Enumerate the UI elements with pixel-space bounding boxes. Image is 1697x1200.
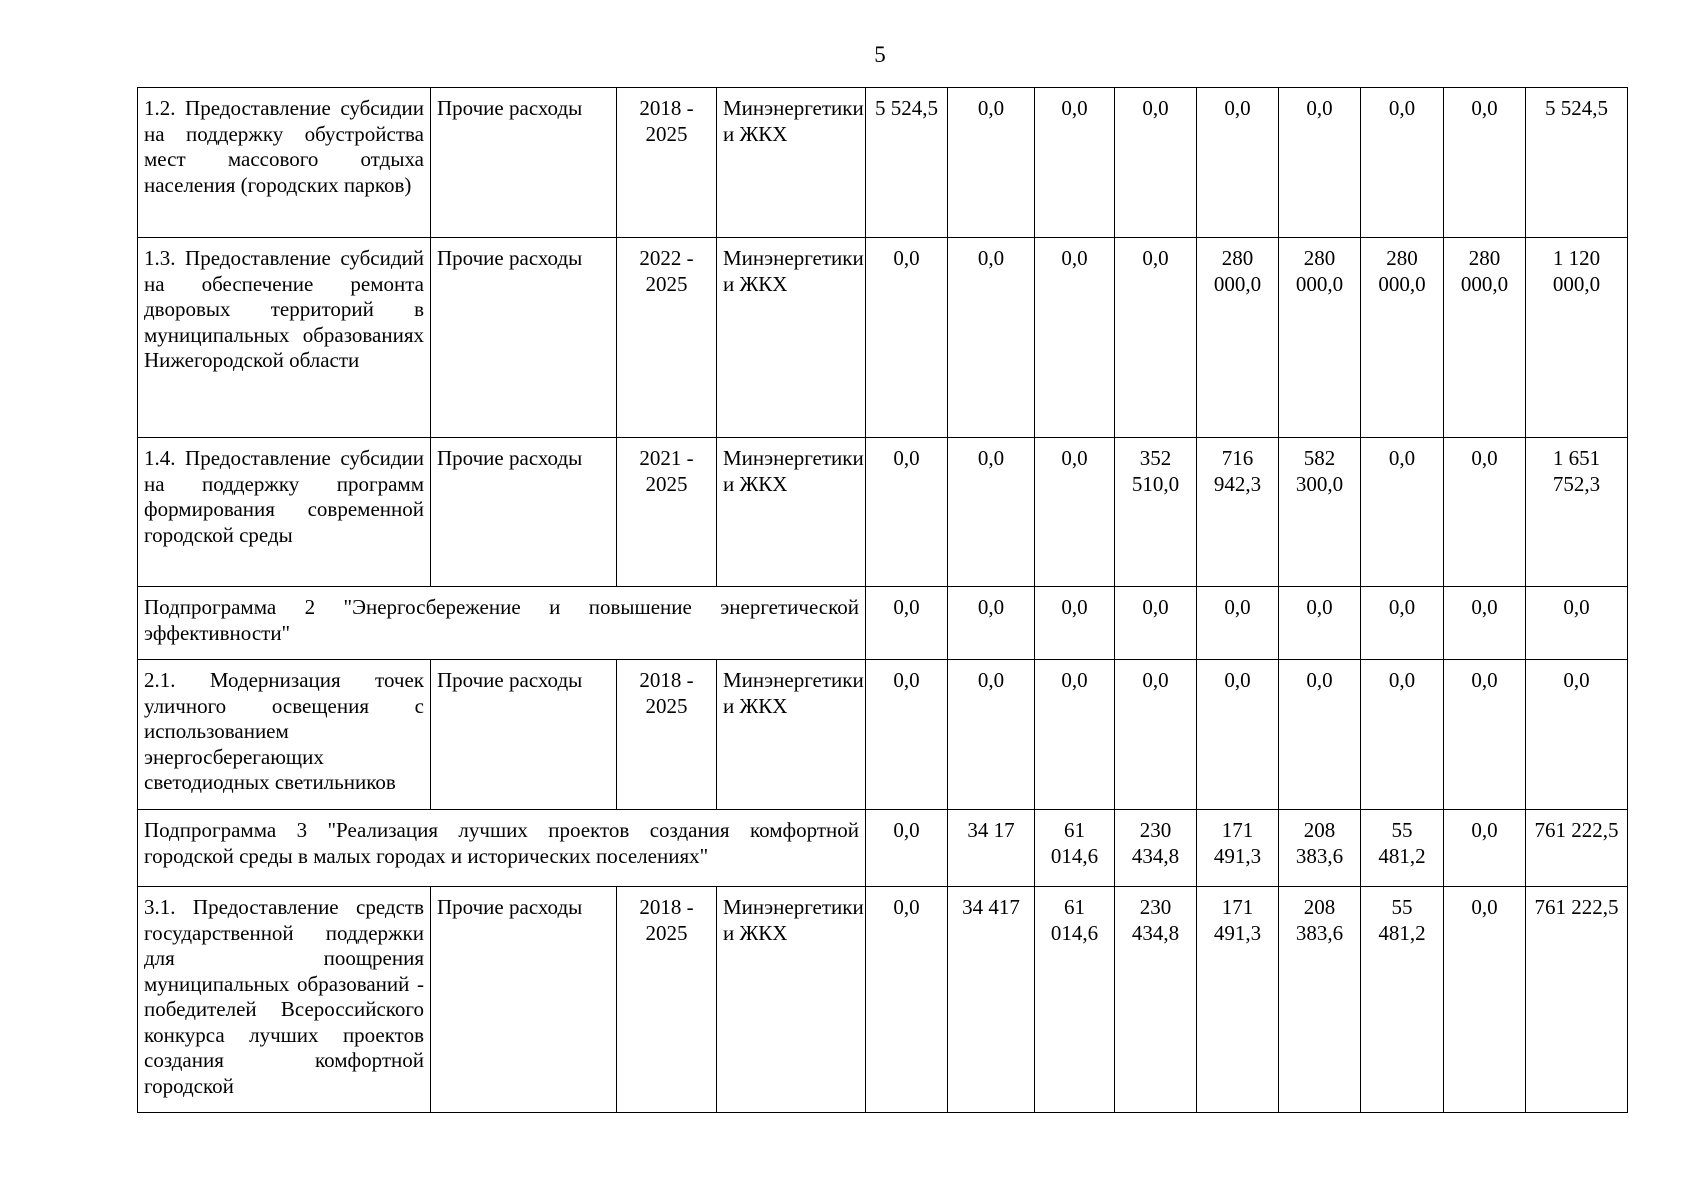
year-value-cell: 0,0 [948,587,1035,660]
year-value-cell: 230 434,8 [1115,810,1197,887]
expense-type-cell: Прочие расходы [431,660,617,810]
year-value-cell: 280 000,0 [1197,238,1279,438]
year-value-cell: 0,0 [1035,438,1115,587]
measure-name-cell: 1.2. Предоставление субсидии на поддержку обустройства мест массового отдыха населения (городских парков) [138,88,431,238]
year-value-cell: 0,0 [866,587,948,660]
year-value-cell: 0,0 [866,238,948,438]
year-value-cell: 34 17 [948,810,1035,887]
year-value-cell: 0,0 [1361,660,1444,810]
year-value-cell: 230 434,8 [1115,887,1197,1113]
year-value-cell: 0,0 [1035,587,1115,660]
year-value-cell: 0,0 [1197,587,1279,660]
total-value-cell: 0,0 [1526,587,1628,660]
measure-name-cell: 2.1. Модернизация точек уличного освещения с использованием энергосберегающих светодиодных светильников [138,660,431,810]
expense-type-cell: Прочие расходы [431,88,617,238]
year-value-cell: 280 000,0 [1279,238,1361,438]
expense-type-cell: Прочие расходы [431,438,617,587]
year-value-cell: 0,0 [1279,587,1361,660]
year-value-cell: 0,0 [948,88,1035,238]
year-value-cell: 280 000,0 [1444,238,1526,438]
year-value-cell: 0,0 [1115,587,1197,660]
period-cell: 2018 - 2025 [617,887,717,1113]
year-value-cell: 0,0 [1035,238,1115,438]
year-value-cell: 0,0 [866,660,948,810]
expense-type-cell: Прочие расходы [431,238,617,438]
year-value-cell: 0,0 [1444,810,1526,887]
executor-cell: Минэнергетики и ЖКХ [717,660,866,810]
year-value-cell: 208 383,6 [1279,810,1361,887]
year-value-cell: 55 481,2 [1361,887,1444,1113]
year-value-cell: 0,0 [948,660,1035,810]
subprogram-title-cell: Подпрограмма 2 "Энергосбережение и повышение энергетической эффективности" [138,587,866,660]
year-value-cell: 55 481,2 [1361,810,1444,887]
period-cell: 2021 - 2025 [617,438,717,587]
year-value-cell: 171 491,3 [1197,887,1279,1113]
table-row [138,88,1628,238]
year-value-cell: 171 491,3 [1197,810,1279,887]
year-value-cell: 0,0 [1361,88,1444,238]
year-value-cell: 582 300,0 [1279,438,1361,587]
year-value-cell: 0,0 [1197,660,1279,810]
executor-cell: Минэнергетики и ЖКХ [717,887,866,1113]
executor-cell: Минэнергетики и ЖКХ [717,438,866,587]
subprogram-row [138,810,1628,887]
year-value-cell: 0,0 [1035,88,1115,238]
table-row [138,438,1628,587]
year-value-cell: 5 524,5 [866,88,948,238]
year-value-cell: 61 014,6 [1035,887,1115,1113]
page-number: 5 [874,42,886,67]
year-value-cell: 0,0 [1115,88,1197,238]
year-value-cell: 0,0 [1115,660,1197,810]
year-value-cell: 0,0 [1444,887,1526,1113]
table-row [138,660,1628,810]
table-body [138,88,1628,1113]
total-value-cell: 1 651 752,3 [1526,438,1628,587]
year-value-cell: 0,0 [948,238,1035,438]
year-value-cell: 0,0 [1444,587,1526,660]
year-value-cell: 0,0 [1197,88,1279,238]
executor-cell: Минэнергетики и ЖКХ [717,238,866,438]
subprogram-title-cell: Подпрограмма 3 "Реализация лучших проектов создания комфортной городской среды в малых городах и исторических поселениях" [138,810,866,887]
total-value-cell: 5 524,5 [1526,88,1628,238]
expense-type-cell: Прочие расходы [431,887,617,1113]
budget-table [137,87,1628,1113]
executor-cell: Минэнергетики и ЖКХ [717,88,866,238]
measure-name-cell: 3.1. Предоставление средств государственной поддержки для поощрения муниципальных образований - победителей Всероссийского конкурса лучших проектов создания комфортной городской [138,887,431,1113]
total-value-cell: 0,0 [1526,660,1628,810]
table-row [138,887,1628,1113]
year-value-cell: 0,0 [1444,88,1526,238]
total-value-cell: 761 222,5 [1526,887,1628,1113]
year-value-cell: 280 000,0 [1361,238,1444,438]
period-cell: 2018 - 2025 [617,660,717,810]
year-value-cell: 0,0 [1115,238,1197,438]
year-value-cell: 34 417 [948,887,1035,1113]
table-row [138,238,1628,438]
year-value-cell: 0,0 [1444,438,1526,587]
year-value-cell: 0,0 [866,438,948,587]
total-value-cell: 761 222,5 [1526,810,1628,887]
year-value-cell: 0,0 [866,810,948,887]
measure-name-cell: 1.3. Предоставление субсидий на обеспечение ремонта дворовых территорий в муниципальных образованиях Нижегородской области [138,238,431,438]
year-value-cell: 352 510,0 [1115,438,1197,587]
year-value-cell: 0,0 [1279,660,1361,810]
measure-name-cell: 1.4. Предоставление субсидии на поддержку программ формирования современной городской среды [138,438,431,587]
year-value-cell: 0,0 [1444,660,1526,810]
total-value-cell: 1 120 000,0 [1526,238,1628,438]
year-value-cell: 0,0 [1361,438,1444,587]
year-value-cell: 61 014,6 [1035,810,1115,887]
year-value-cell: 716 942,3 [1197,438,1279,587]
year-value-cell: 0,0 [948,438,1035,587]
period-cell: 2022 - 2025 [617,238,717,438]
year-value-cell: 0,0 [1035,660,1115,810]
year-value-cell: 0,0 [866,887,948,1113]
year-value-cell: 208 383,6 [1279,887,1361,1113]
period-cell: 2018 - 2025 [617,88,717,238]
subprogram-row [138,587,1628,660]
year-value-cell: 0,0 [1279,88,1361,238]
year-value-cell: 0,0 [1361,587,1444,660]
